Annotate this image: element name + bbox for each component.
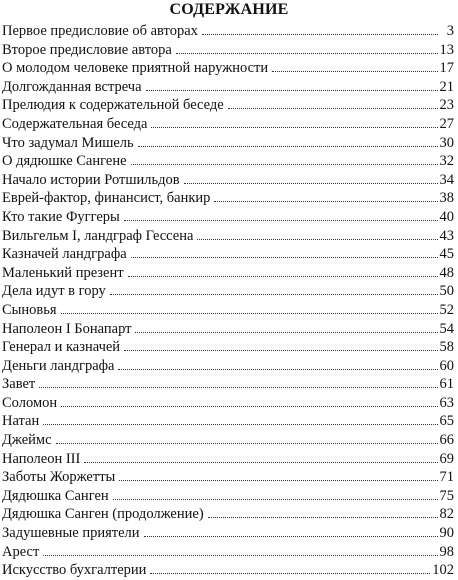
toc-entry-title: Дядюшка Санген (продолжение) (2, 506, 204, 523)
dot-leader (39, 387, 437, 388)
dot-leader (43, 555, 437, 556)
dot-leader (61, 406, 437, 407)
toc-entry-title: Содержательная беседа (2, 115, 148, 132)
toc-entry-title: Наполеон III (2, 450, 81, 467)
toc-entry-title: Джеймс (2, 432, 52, 449)
toc-entry-title: Натан (2, 413, 40, 430)
toc-entry-page-number: 54 (439, 320, 454, 337)
dot-leader (119, 480, 437, 481)
toc-entry (2, 338, 454, 357)
toc-entry-page-number: 38 (439, 190, 454, 207)
dot-leader (131, 164, 438, 165)
toc-entry-title: Первое предисловие об авторах (2, 23, 198, 39)
toc-entry-title: О молодом человеке приятной наружности (2, 60, 269, 77)
toc-entry-page-number: 69 (439, 450, 454, 467)
toc-entry-page-number: 65 (439, 413, 454, 430)
toc-entry-title: Второе предисловие автора (2, 41, 172, 58)
dot-leader (113, 499, 438, 500)
toc-entry-page-number: 23 (439, 97, 454, 114)
toc-entry-page-number: 21 (439, 78, 454, 95)
toc-entry (2, 431, 454, 450)
toc-entry (2, 282, 454, 301)
dot-leader (184, 183, 438, 184)
toc-entry-page-number: 63 (439, 394, 454, 411)
toc-entry (2, 412, 454, 431)
toc-entry-title: Заботы Жоржетты (2, 469, 116, 486)
toc-entry-page-number: 43 (439, 227, 454, 244)
dot-leader (150, 573, 430, 574)
toc-entry (2, 357, 454, 376)
toc-entry (2, 152, 454, 171)
toc-entry-title: Дела идут в гору (2, 283, 106, 300)
toc-entry-page-number: 82 (439, 506, 454, 523)
toc-entry-page-number: 13 (439, 41, 454, 58)
toc-entry-page-number: 98 (439, 543, 454, 560)
dot-leader (146, 90, 438, 91)
dot-leader (43, 424, 437, 425)
toc-entry-title: Искусство бухгалтерии (2, 562, 147, 579)
toc-entry-page-number: 17 (439, 60, 454, 77)
toc-entry-page-number: 34 (439, 171, 454, 188)
toc-entry (2, 134, 454, 153)
toc-entry-title: Генерал и казначей (2, 339, 121, 356)
dot-leader (118, 369, 437, 370)
toc-entry-title: Казначей ландграфа (2, 246, 127, 263)
toc-entry (2, 394, 454, 413)
toc-entry (2, 450, 454, 469)
toc-entry (2, 78, 454, 97)
dot-leader (144, 536, 438, 537)
toc-entry-title: Что задумал Мишель (2, 134, 134, 151)
toc-entry (2, 96, 454, 115)
dot-leader (110, 294, 438, 295)
dot-leader (176, 53, 438, 54)
toc-entry (2, 561, 454, 580)
toc-entry (2, 505, 454, 524)
toc-entry (2, 41, 454, 60)
toc-entry-title: О дядюшке Сангене (2, 153, 127, 170)
dot-leader (272, 71, 437, 72)
toc-entry (2, 59, 454, 78)
toc-entry-title: Завет (2, 376, 36, 393)
toc-entry-title: Деньги ландграфа (2, 357, 115, 374)
toc-entry-page-number: 3 (446, 23, 454, 39)
dot-leader (124, 350, 437, 351)
dot-leader (138, 146, 438, 147)
dot-leader (202, 34, 438, 35)
dot-leader (228, 108, 438, 109)
toc-entry (2, 264, 454, 283)
toc-entry-page-number: 75 (439, 487, 454, 504)
toc-entry-page-number: 45 (439, 246, 454, 263)
toc-entry-page-number: 90 (439, 525, 454, 542)
toc-entry-page-number: 58 (439, 339, 454, 356)
toc-entry-title: Наполеон I Бонапарт (2, 320, 132, 337)
toc-entry-title: Соломон (2, 394, 58, 411)
toc-entry (2, 22, 454, 41)
dot-leader (128, 276, 438, 277)
toc-entry-title: Маленький презент (2, 264, 124, 281)
toc-entry (2, 189, 454, 208)
dot-leader (197, 239, 437, 240)
toc-entry (2, 227, 454, 246)
toc-entry-page-number: 66 (439, 432, 454, 449)
toc-entry-page-number: 61 (439, 376, 454, 393)
toc-entry (2, 487, 454, 506)
toc-entry-page-number: 71 (439, 469, 454, 486)
toc-entry-page-number: 30 (439, 134, 454, 151)
toc-entry-title: Долгожданная встреча (2, 78, 142, 95)
toc-entry-title: Начало истории Ротшильдов (2, 171, 180, 188)
toc-entry (2, 468, 454, 487)
toc-entry-page-number: 102 (432, 562, 454, 579)
toc-entry-title: Сыновья (2, 301, 57, 318)
toc-entry (2, 171, 454, 190)
dot-leader (56, 443, 438, 444)
toc-entry (2, 543, 454, 562)
page-title: СОДЕРЖАНИЕ (169, 1, 289, 18)
dot-leader (208, 517, 438, 518)
toc-entry-title: Вильгельм I, ландграф Гессена (2, 227, 194, 244)
toc-entry-page-number: 50 (439, 283, 454, 300)
toc-entry-page-number: 48 (439, 264, 454, 281)
dot-leader (131, 257, 438, 258)
toc-entry (2, 115, 454, 134)
toc-entry-title: Дядюшка Санген (2, 487, 109, 504)
toc-entry (2, 524, 454, 543)
toc-entry (2, 245, 454, 264)
toc-entry-page-number: 40 (439, 208, 454, 225)
toc-entry (2, 301, 454, 320)
toc-entry-title: Прелюдия к содержательной беседе (2, 97, 224, 114)
dot-leader (135, 332, 437, 333)
toc-entry (2, 208, 454, 227)
dot-leader (214, 201, 437, 202)
toc-entry-page-number: 52 (439, 301, 454, 318)
dot-leader (84, 462, 437, 463)
toc-entry-title: Еврей-фактор, финансист, банкир (2, 190, 211, 207)
dot-leader (61, 313, 438, 314)
toc-entry-page-number: 32 (439, 153, 454, 170)
dot-leader (151, 127, 437, 128)
toc-entry (2, 320, 454, 339)
dot-leader (124, 220, 438, 221)
toc-entry-page-number: 27 (439, 115, 454, 132)
toc-entry-page-number: 60 (439, 357, 454, 374)
toc-entry-title: Задушевные приятели (2, 525, 140, 542)
toc-entry-title: Кто такие Фуггеры (2, 208, 120, 225)
toc-list (2, 22, 454, 580)
toc-entry (2, 375, 454, 394)
toc-entry-title: Арест (2, 543, 40, 560)
